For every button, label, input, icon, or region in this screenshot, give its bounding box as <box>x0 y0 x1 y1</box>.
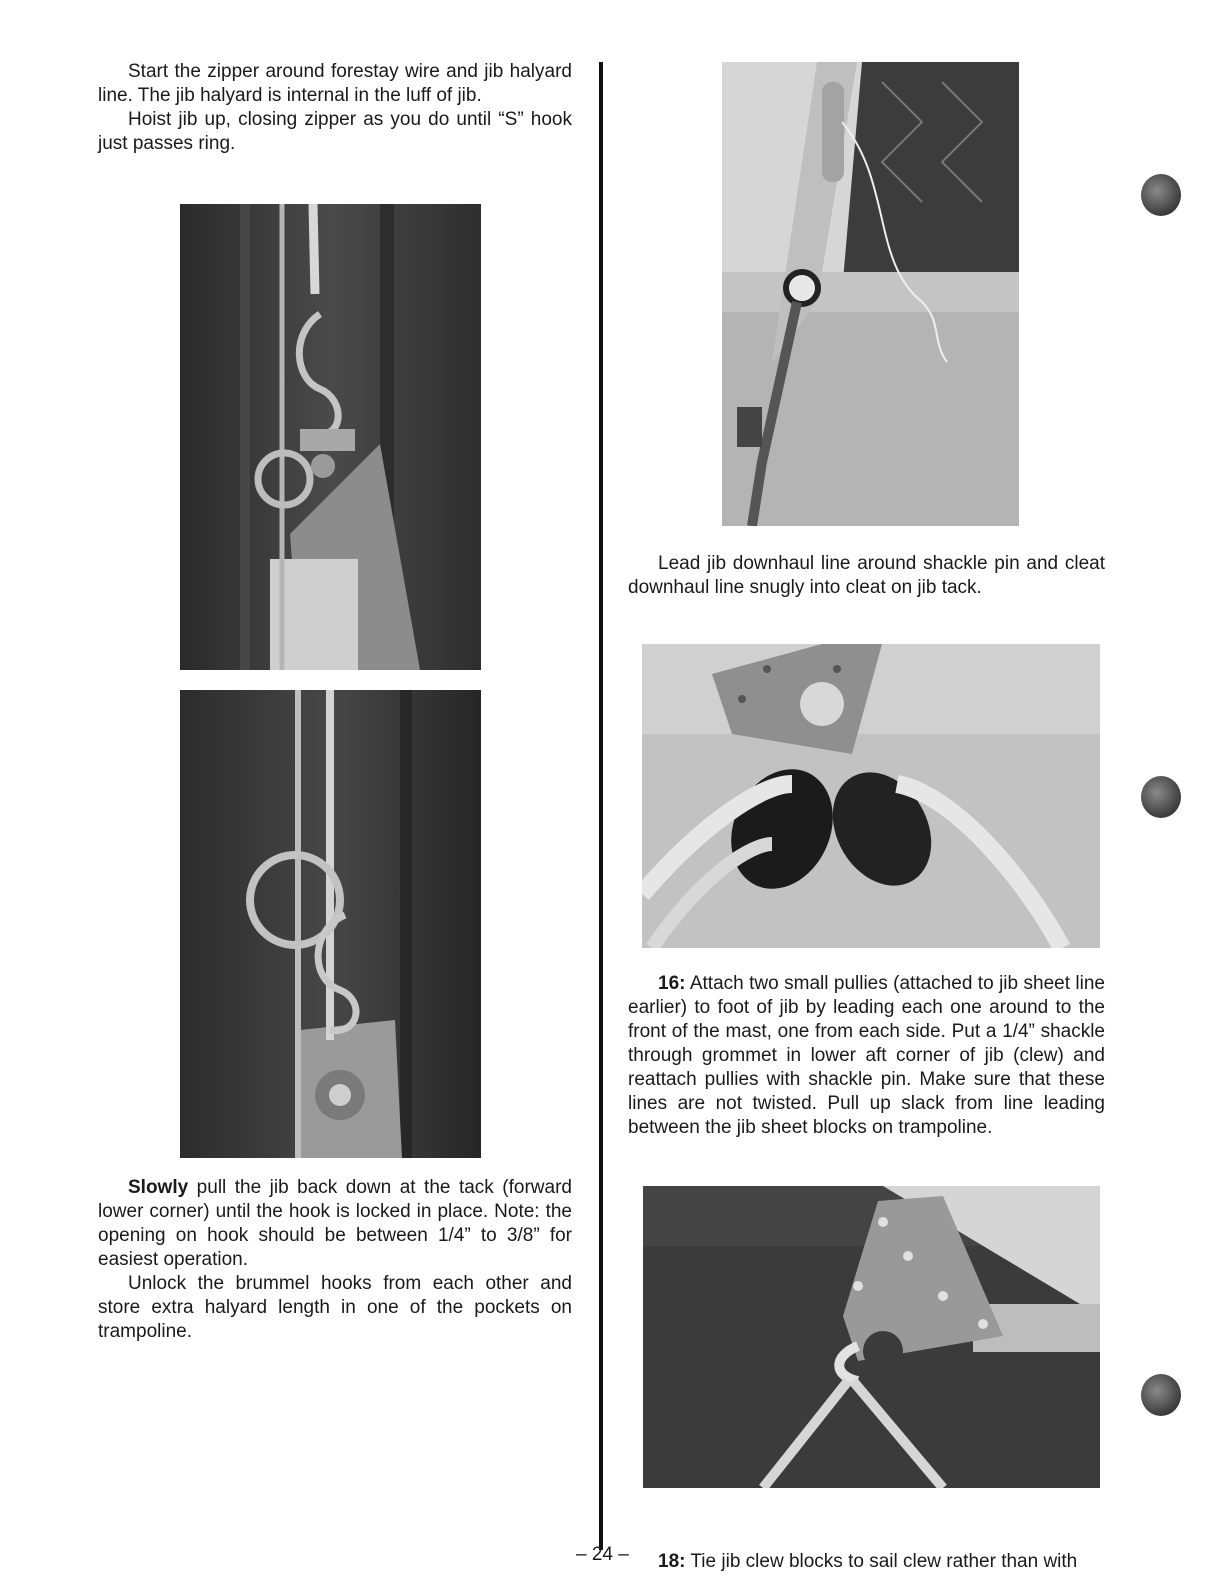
intro-paragraph-2: Hoist jib up, closing zipper as you do until “S” hook just passes ring. <box>98 109 572 154</box>
jib-clew-plate-knot-photo <box>643 1186 1100 1488</box>
jib-clew-pulleys-photo <box>642 644 1100 948</box>
step-18-paragraph: Tie jib clew blocks to sail clew rather than with <box>685 1551 1078 1572</box>
slowly-bold-word: Slowly <box>128 1177 189 1198</box>
step-16-paragraph: Attach two small pullies (attached to jib sheet line earlier) to foot of jib by leading each one around to the front of the mast, one from each side. Put a 1/4” shackle through grommet in lower aft corner of jib (clew) and reattach pullies with shackle pin. Make sure that these lines are not twisted. Pull up slack from line leading between the jib sheet blocks on trampoline. <box>628 973 1105 1138</box>
unlock-paragraph: Unlock the brummel hooks from each other and store extra halyard length in one of the pockets on trampoline. <box>98 1273 572 1342</box>
column-divider <box>599 62 603 1550</box>
jib-tack-downhaul-photo <box>722 62 1019 526</box>
intro-text <box>98 60 572 156</box>
page-number: – 24 – <box>576 1544 629 1565</box>
downhaul-paragraph: Lead jib downhaul line around shackle pin and cleat downhaul line snugly into cleat on jib tack. <box>628 553 1105 598</box>
binder-hole-top <box>1141 174 1181 216</box>
slowly-paragraph: pull the jib back down at the tack (forward lower corner) until the hook is locked in place. Note: the opening on hook should be between 1/4” to 3/8” for easiest operation. <box>98 1177 572 1270</box>
binder-hole-bottom <box>1141 1374 1181 1416</box>
slowly-text <box>98 1176 572 1344</box>
intro-paragraph-1: Start the zipper around forestay wire and jib halyard line. The jib halyard is internal in the luff of jib. <box>98 61 572 106</box>
step-18-number: 18: <box>658 1551 686 1572</box>
downhaul-text <box>628 552 1105 600</box>
step-18-text <box>658 1550 1106 1574</box>
binder-hole-middle <box>1141 776 1181 818</box>
step-16-text <box>628 972 1105 1140</box>
s-hook-locked-ring-photo <box>180 690 481 1158</box>
step-16-number: 16: <box>658 973 686 994</box>
s-hook-above-ring-photo <box>180 204 481 670</box>
